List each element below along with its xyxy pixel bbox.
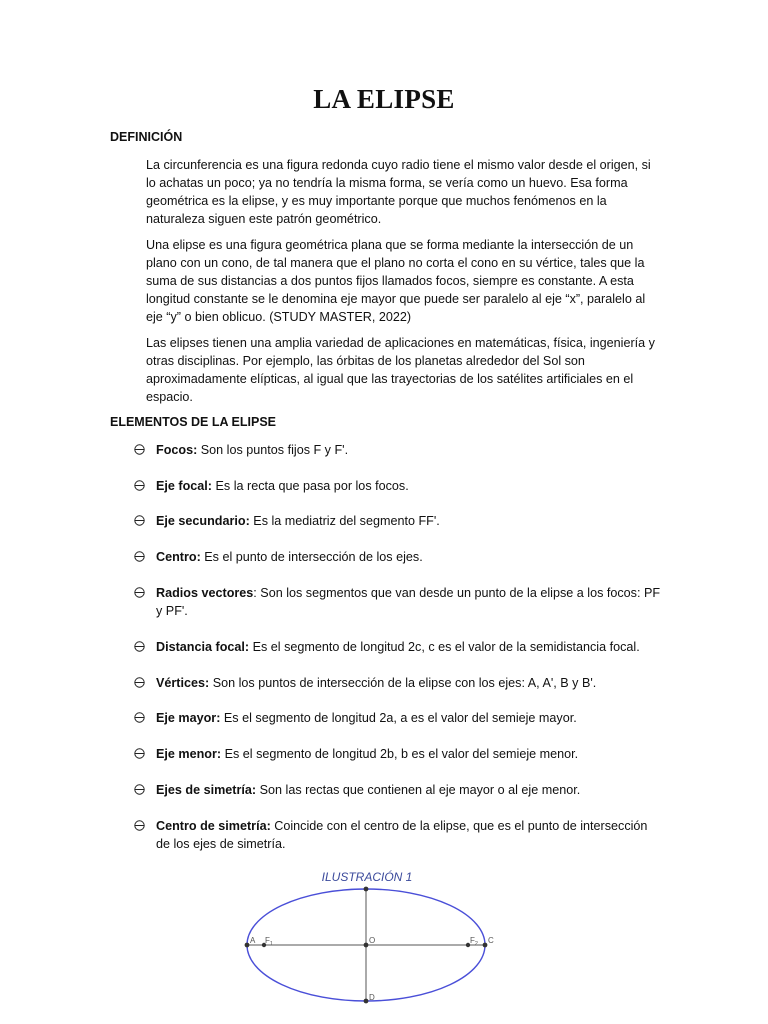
point-a (245, 943, 250, 948)
label-a: A (250, 936, 256, 945)
definicion-heading: DEFINICIÓN (110, 130, 183, 144)
circle-plus-icon (134, 820, 145, 831)
item-desc: Es el punto de intersección de los ejes. (200, 550, 423, 564)
circle-plus-icon (134, 641, 145, 652)
item-desc: Son los puntos de intersección de la elipse con los ejes: A, A', B y B'. (209, 676, 597, 690)
label-o: O (369, 936, 376, 945)
item-desc: Es la mediatriz del segmento FF'. (249, 514, 440, 528)
item-term: Centro de simetría: (156, 819, 271, 833)
label-f1-letter: F (265, 936, 270, 945)
circle-plus-icon (134, 480, 145, 491)
label-f1-sub: 1 (269, 941, 273, 947)
circle-plus-icon (134, 784, 145, 795)
circle-plus-icon (134, 444, 145, 455)
point-c (483, 943, 488, 948)
label-d: D (369, 993, 375, 1002)
circle-plus-icon (134, 677, 145, 688)
label-c: C (488, 936, 494, 945)
item-desc: Coincide con el centro de la elipse, que es el punto de intersección de los ejes de simetría. (156, 819, 648, 851)
circle-plus-icon (134, 515, 145, 526)
definicion-paragraph-2: Una elipse es una figura geométrica plana que se forma mediante la intersección de un plano con un cono, de tal manera que el plano no corta el cono en su vértice, tales que la suma de sus distancias a dos puntos fijos llamados focos, siempre es constante. A esta longitud constante se le denomina eje mayor que puede ser paralelo al eje “x”, paralelo al eje “y” o bien oblicuo. (STUDY MASTER, 2022) (146, 238, 646, 324)
item-term: Distancia focal: (156, 640, 250, 654)
elementos-heading: ELEMENTOS DE LA ELIPSE (110, 415, 276, 429)
circle-plus-icon (134, 587, 145, 598)
label-f2-sub: 2 (474, 941, 478, 947)
ellipse-diagram (236, 868, 506, 1008)
item-term: Vértices: (156, 676, 210, 690)
item-desc: Es la recta que pasa por los focos. (212, 479, 409, 493)
item-term: Centro: (156, 550, 201, 564)
definicion-paragraph-1: La circunferencia es una figura redonda cuyo radio tiene el mismo valor desde el origen, si lo achatas un poco; ya no tendría la misma forma, se vería como un huevo. Esa forma geométrica es la elipse, y es muy importante porque que muchos fenómenos en la naturaleza siguen este patrón geométrico. (146, 158, 651, 226)
item-desc: Es el segmento de longitud 2b, b es el valor del semieje menor. (221, 747, 579, 761)
figure-caption: ILUSTRACIÓN 1 (321, 870, 413, 884)
item-desc: Son los puntos fijos F y F'. (197, 443, 349, 457)
item-term: Eje mayor: (156, 711, 221, 725)
page-title: LA ELIPSE (313, 84, 455, 114)
point-top (364, 887, 369, 892)
item-desc: : Son los segmentos que van desde un punto de la elipse a los focos: PF y PF'. (156, 586, 661, 618)
item-desc: Son las rectas que contienen al eje mayor o al eje menor. (256, 783, 581, 797)
point-d (364, 999, 369, 1004)
item-term: Ejes de simetría: (156, 783, 257, 797)
ellipse-illustration (236, 868, 506, 1008)
item-desc: Es el segmento de longitud 2a, a es el valor del semieje mayor. (220, 711, 577, 725)
item-term: Radios vectores (156, 586, 254, 600)
item-term: Eje focal: (156, 479, 212, 493)
item-desc: Es el segmento de longitud 2c, c es el valor de la semidistancia focal. (249, 640, 640, 654)
item-term: Eje menor: (156, 747, 222, 761)
item-term: Eje secundario: (156, 514, 250, 528)
circle-plus-icon (134, 748, 145, 759)
label-f2-letter: F (470, 936, 475, 945)
definicion-paragraph-3: Las elipses tienen una amplia variedad de aplicaciones en matemáticas, física, ingeniería y otras disciplinas. Por ejemplo, las órbitas de los planetas alrededor del Sol son aproximadamente elípticas, al igual que las trayectorias de los satélites artificiales en el espacio. (146, 336, 655, 404)
item-term: Focos: (156, 443, 198, 457)
circle-plus-icon (134, 712, 145, 723)
point-o (364, 943, 369, 948)
circle-plus-icon (134, 551, 145, 562)
